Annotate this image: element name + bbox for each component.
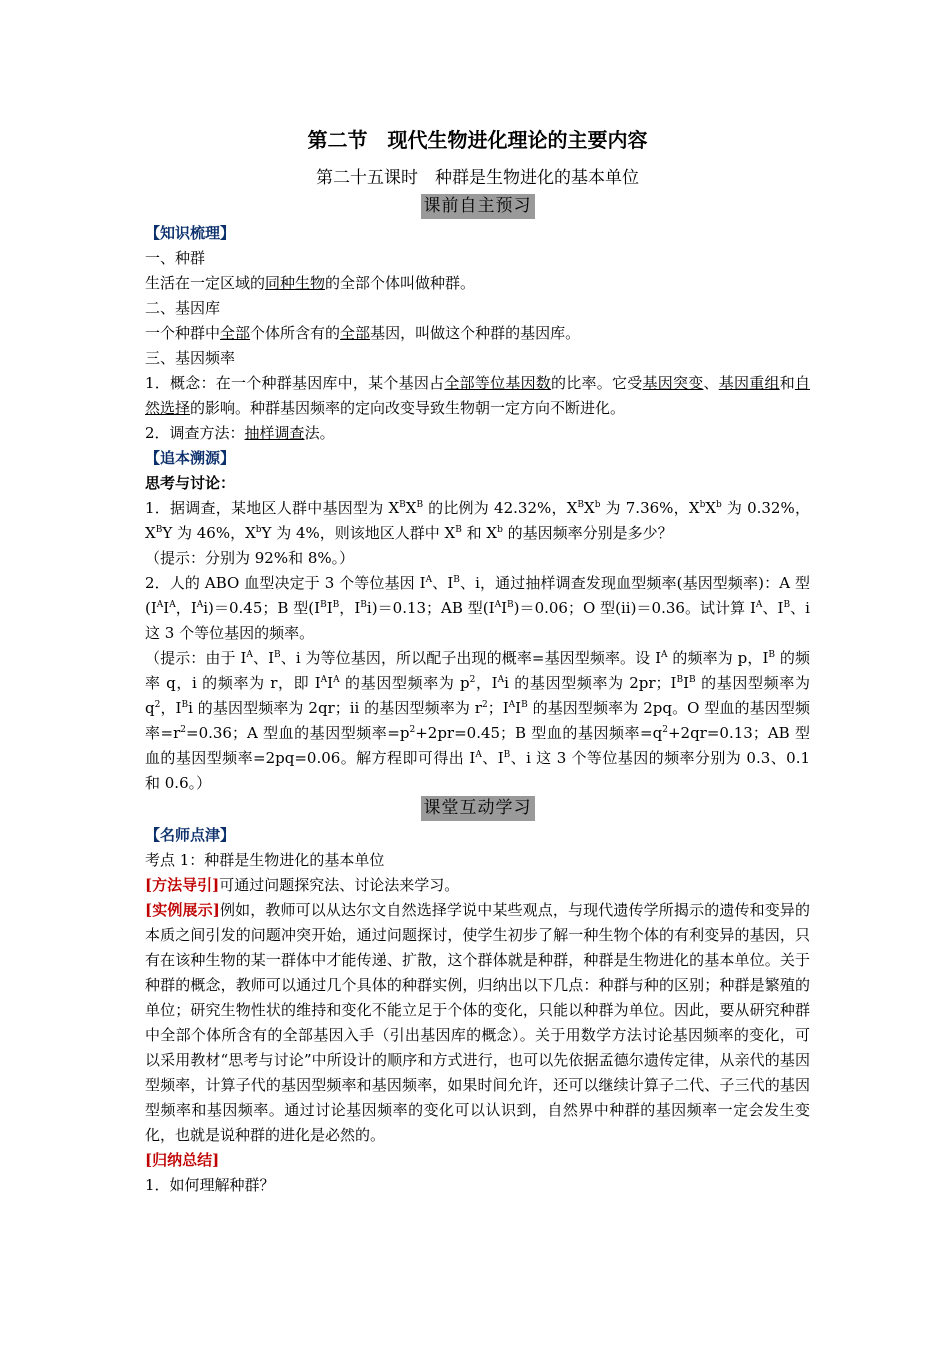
hint-1: （提示：分别为 92%和 8%。）: [145, 549, 355, 567]
trace-heading: 【追本溯源】: [145, 449, 236, 467]
section-gene-pool: 二、基因库: [145, 299, 221, 317]
method-guide: [方法导引]可通过问题探究法、讨论法来学习。: [145, 876, 460, 894]
knowledge-heading: 【知识梳理】: [145, 224, 236, 242]
lesson-subtitle: 第二十五课时 种群是生物进化的基本单位: [316, 168, 639, 188]
section-gene-frequency: 三、基因频率: [145, 349, 236, 367]
survey-method: 2．调查方法：抽样调查法。: [145, 424, 335, 442]
classroom-banner: 课堂互动学习: [421, 796, 535, 821]
section-title: 第二节 现代生物进化理论的主要内容: [307, 128, 648, 152]
key-point-1: 考点 1：种群是生物进化的基本单位: [145, 851, 385, 869]
teacher-tips-heading: 【名师点津】: [145, 826, 236, 844]
question-1: 1．据调查，某地区人群中基因型为 $X^BX^B$ 的比例为 42.32%，$X^BX^b$ 为 7.36%，$X^bX^b$ 为 0.32%，$X^BY$ 为 46%，$X^bY$ 为 4%，则该地区人群中 $X^B$ 和 $X^b$ 的基因频率分别是多少？: [145, 499, 810, 542]
gene-pool-definition: 一个种群中全部个体所含有的全部基因，叫做这个种群的基因库。: [145, 324, 581, 342]
section-population: 一、种群: [145, 249, 206, 267]
summary-tag: [归纳总结]: [145, 1151, 220, 1169]
concept-paragraph: 1．概念：在一个种群基因库中，某个基因占全部等位基因数的比率。它受基因突变、基因重组和自然选择的影响。种群基因频率的定向改变导致生物朝一定方向不断进化。: [145, 374, 810, 417]
summary-question-1: 1．如何理解种群？: [145, 1176, 275, 1194]
think-discuss-label: 思考与讨论：: [145, 474, 236, 492]
example-paragraph: [实例展示]例如，教师可以从达尔文自然选择学说中某些观点，与现代遗传学所揭示的遗传和变异的本质之间引发的问题冲突开始，通过问题探讨，使学生初步了解一种生物个体的有利变异的基因，只有在该种生物的某一群体中才能传递、扩散，这个群体就是种群，种群是生物进化的基本单位。关于种群的概念，教师可以通过几个具体的种群实例，归纳出以下几点：种群与种的区别；种群是繁殖的单位；研究生物性状的维持和变化不能立足于个体的变化，只能以种群为单位。因此，要从研究种群中全部个体所含有的全部基因入手（引出基因库的概念）。关于用数学方法讨论基因频率的变化，可以采用教材“思考与讨论”中所设计的顺序和方式进行，也可以先依据孟德尔遗传定律，从亲代的基因型频率，计算子代的基因型频率和基因频率，如果时间允许，还可以继续计算子二代、子三代的基因型频率和基因频率。通过讨论基因频率的变化可以认识到，自然界中种群的基因频率一定会发生变化，也就是说种群的进化是必然的。: [145, 901, 810, 1144]
document-page: [145, 120, 810, 1198]
population-definition: 生活在一定区域的同种生物的全部个体叫做种群。: [145, 274, 476, 292]
preview-banner: 课前自主预习: [421, 194, 535, 219]
hint-2: （提示：由于 $I^A$、$I^B$、i 为等位基因，所以配子出现的概率=基因型频率。设 $I^A$ 的频率为 p，$I^B$ 的频率 q，i 的频率为 r，即 $I^AI^A$ 的基因型频率为 $p^2$，$I^Ai$ 的基因型频率为 2pr；$I^BI^B$ 的基因型频率为 $q^2$，$I^Bi$ 的基因型频率为 2qr；ii 的基因型频率为 $r^2$；$I^AI^B$ 的基因型频率为 2pq。O 型血的基因型频率$=r^2=0.36$；A 型血的基因型频率$=p^2+2pr=0.45$；B 型血的基因频率$=q^2+2qr=0.13$；AB 型血的基因型频率=2pq=0.06。解方程即可得出 $I^A$、$I^B$、i 这 3 个等位基因的频率分别为 0.3、0.1 和 0.6。）: [145, 649, 811, 792]
question-2: 2．人的 ABO 血型决定于 3 个等位基因 $I^A$、$I^B$、i，通过抽样调查发现血型频率(基因型频率)：A 型($I^AI^A$，$I^Ai)=0.45$；B 型($I^BI^B$，$I^Bi)=0.13$；AB 型$(I^AI^B)=0.06$；O 型(ii)＝0.36。试计算 $I^A$、$I^B$、i 这 3 个等位基因的频率。: [145, 574, 810, 642]
